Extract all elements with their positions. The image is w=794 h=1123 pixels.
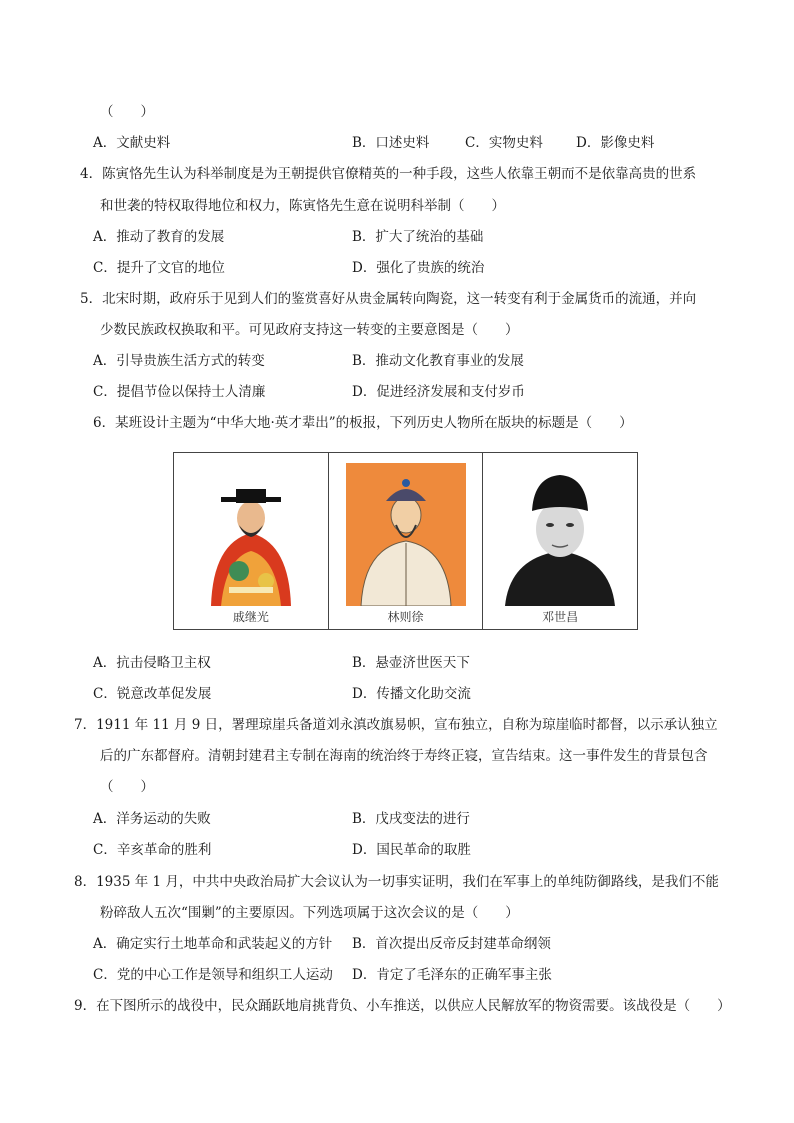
q3-blank: （ ） [100, 104, 154, 120]
portrait-figure [173, 452, 638, 630]
q5-option-a[interactable]: A．引导贵族生活方式的转变 [93, 353, 265, 369]
q6-stem-line1: 6．某班设计主题为“中华大地·英才辈出”的板报，下列历史人物所在版块的标题是（ ） [93, 415, 633, 431]
q5-option-c[interactable]: C．提倡节俭以保持士人清廉 [93, 384, 266, 400]
portrait-panel-2 [329, 453, 484, 629]
q7-stem-line3: （ ） [100, 779, 154, 795]
q8-stem-line1: 8．1935 年 1 月，中共中央政治局扩大会议认为一切事实证明，我们在军事上的单纯防御路线，是我们不能 [74, 874, 719, 890]
portrait-caption-1: 戚继光 [232, 610, 269, 624]
q8-stem-line2: 粉碎敌人五次“围剿”的主要原因。下列选项属于这次会议的是（ ） [100, 905, 519, 921]
q7-option-d[interactable]: D．国民革命的取胜 [352, 842, 471, 858]
q3-option-a[interactable]: A．文献史料 [93, 135, 171, 151]
portrait-qi-jiguang [191, 463, 311, 606]
portrait-panel-3 [483, 453, 637, 629]
q6-option-c[interactable]: C．锐意改革促发展 [93, 686, 212, 702]
q5-stem-line2: 少数民族政权换取和平。可见政府支持这一转变的主要意图是（ ） [100, 322, 519, 338]
q7-option-c[interactable]: C．辛亥革命的胜利 [93, 842, 212, 858]
q8-option-d[interactable]: D．肯定了毛泽东的正确军事主张 [352, 967, 552, 983]
q3-option-d[interactable]: D．影像史料 [576, 135, 655, 151]
q6-option-a[interactable]: A．抗击侵略卫主权 [93, 655, 211, 671]
portrait-lin-zexu [346, 463, 466, 606]
q5-option-d[interactable]: D．促进经济发展和支付岁币 [352, 384, 525, 400]
q4-option-a[interactable]: A．推动了教育的发展 [93, 229, 225, 245]
q4-option-c[interactable]: C．提升了文官的地位 [93, 260, 225, 276]
q3-option-b[interactable]: B．口述史料 [352, 135, 430, 151]
portrait-deng-shichang [500, 463, 620, 606]
q8-option-c[interactable]: C．党的中心工作是领导和组织工人运动 [93, 967, 333, 983]
q5-option-b[interactable]: B．推动文化教育事业的发展 [352, 353, 524, 369]
q9-stem-line1: 9．在下图所示的战役中，民众踊跃地肩挑背负、小车推送，以供应人民解放军的物资需要。该战役是（ ） [74, 998, 731, 1014]
q8-option-a[interactable]: A．确定实行土地革命和武装起义的方针 [93, 936, 333, 952]
portrait-panel-1 [174, 453, 329, 629]
q4-option-d[interactable]: D．强化了贵族的统治 [352, 260, 485, 276]
q6-option-d[interactable]: D．传播文化助交流 [352, 686, 471, 702]
portrait-caption-2: 林则徐 [387, 610, 424, 624]
q7-option-b[interactable]: B．戊戌变法的进行 [352, 811, 470, 827]
q5-stem-line1: 5．北宋时期，政府乐于见到人们的鉴赏喜好从贵金属转向陶瓷，这一转变有利于金属货币的流通，并向 [80, 291, 697, 307]
q7-stem-line2: 后的广东都督府。清朝封建君主专制在海南的统治终于寿终正寝，宣告结束。这一事件发生的背景包含 [100, 748, 708, 764]
q8-option-b[interactable]: B．首次提出反帝反封建革命纲领 [352, 936, 551, 952]
q4-stem-line2: 和世袭的特权取得地位和权力，陈寅恪先生意在说明科举制（ ） [100, 198, 505, 214]
q7-option-a[interactable]: A．洋务运动的失败 [93, 811, 211, 827]
q4-stem-line1: 4．陈寅恪先生认为科举制度是为王朝提供官僚精英的一种手段，这些人依靠王朝而不是依靠高贵的世系 [80, 166, 697, 182]
q4-option-b[interactable]: B．扩大了统治的基础 [352, 229, 484, 245]
q7-stem-line1: 7．1911 年 11 月 9 日，署理琼崖兵备道刘永滇改旗易帜，宣布独立，自称为琼崖临时都督，以示承认独立 [74, 717, 718, 733]
portrait-caption-3: 邓世昌 [542, 610, 579, 624]
q6-option-b[interactable]: B．悬壶济世医天下 [352, 655, 470, 671]
q3-option-c[interactable]: C．实物史料 [465, 135, 543, 151]
